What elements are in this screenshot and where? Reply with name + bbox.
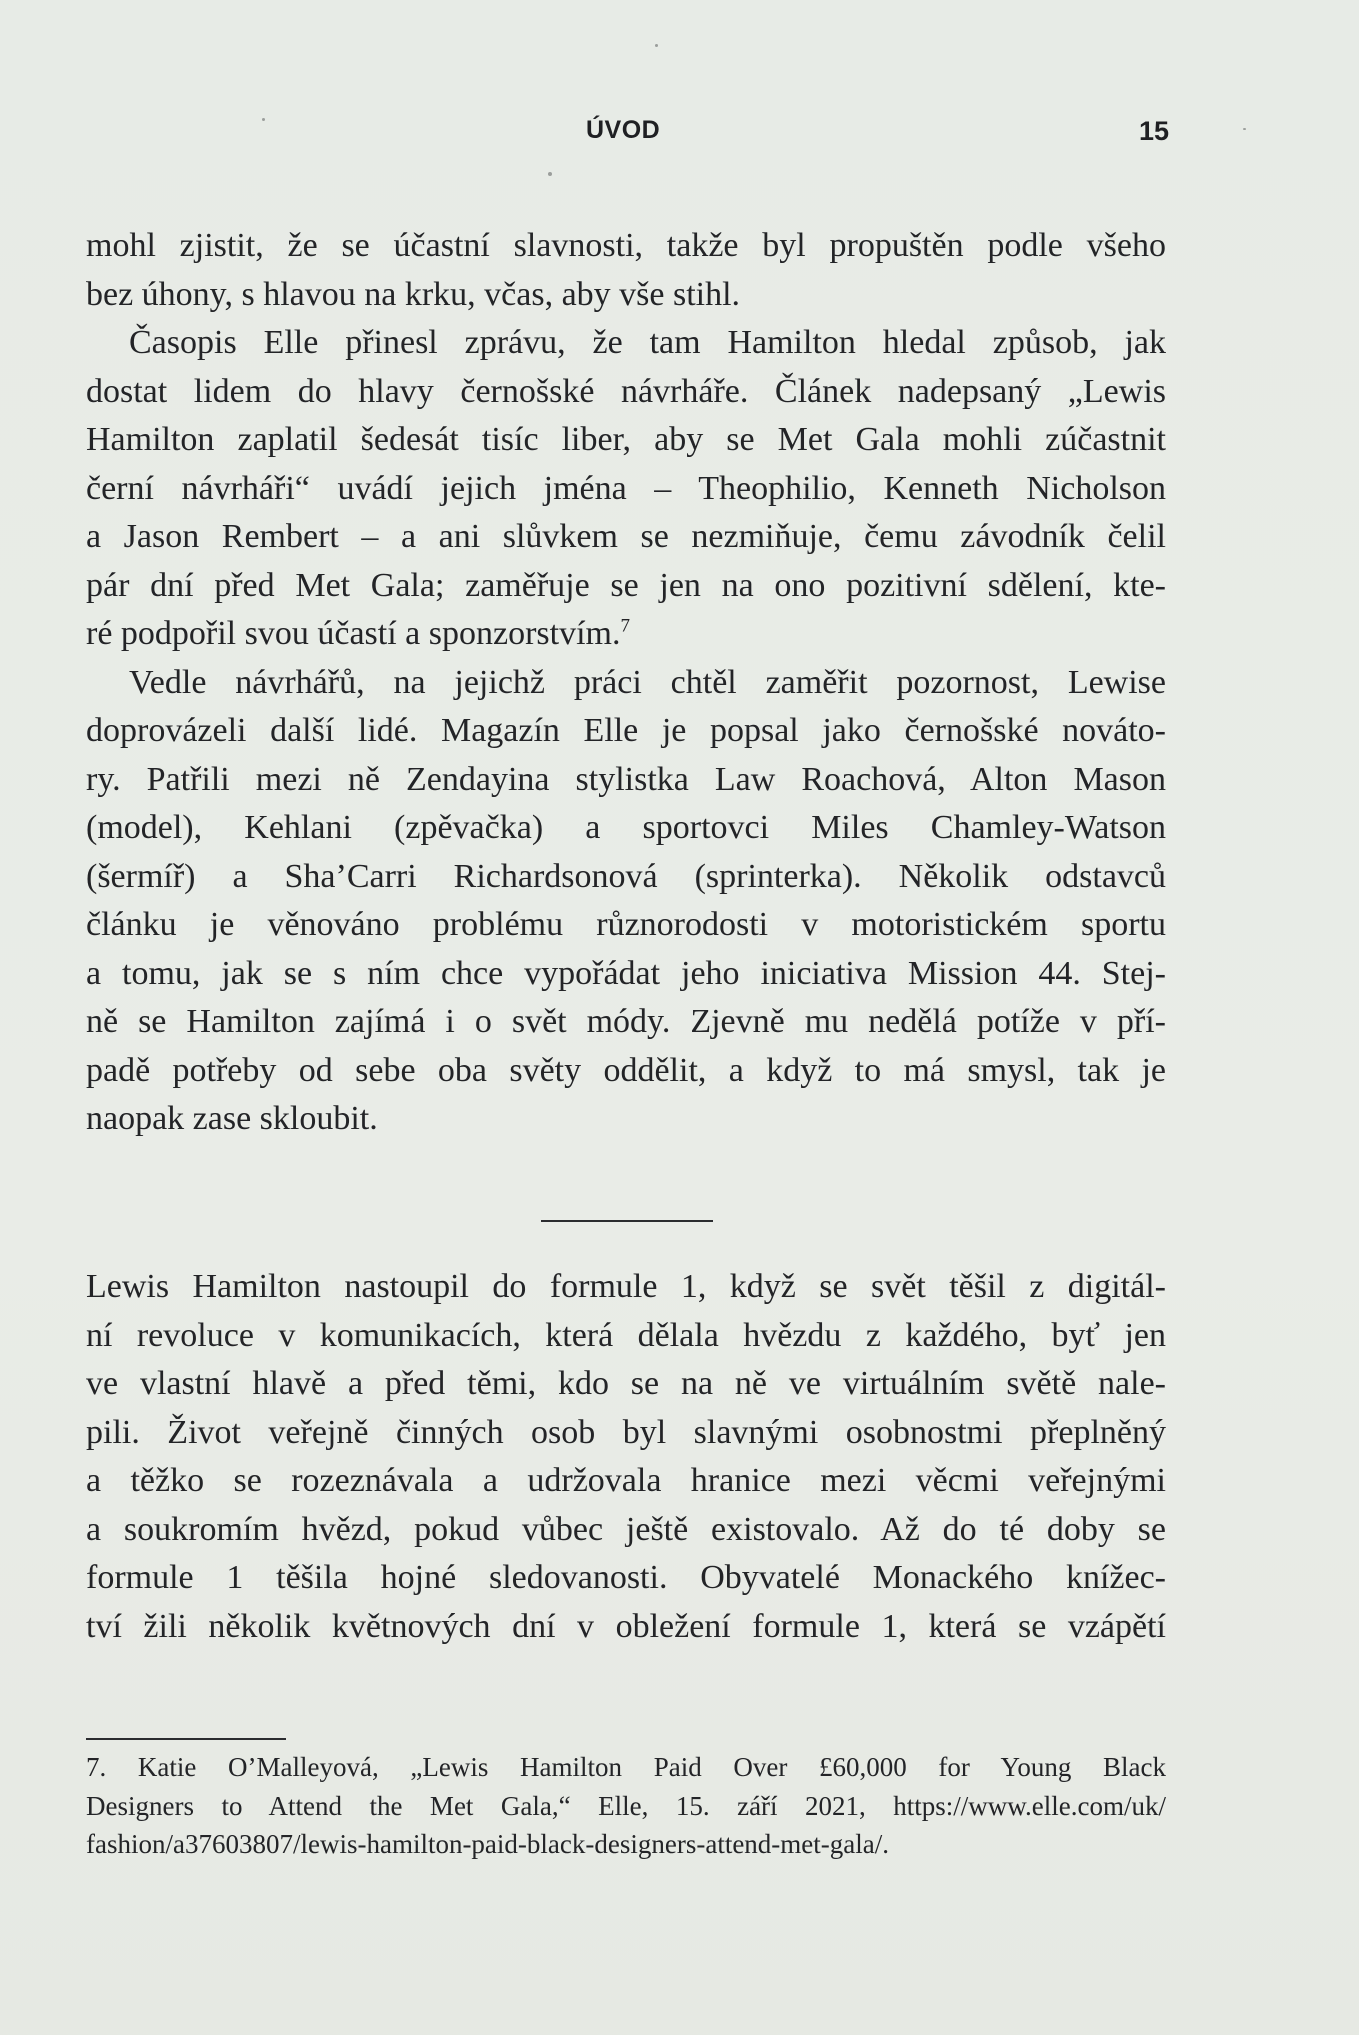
text-line: (šermíř) a Sha’Carri Richardsonová (sprinterka). Několik odstavců xyxy=(86,857,1166,895)
text-line: a těžko se rozeznávala a udržovala hranice mezi věcmi veřejnými xyxy=(86,1462,1166,1499)
text-line: a Jason Rembert – a ani slůvkem se nezmiňuje, čemu závodník čelil xyxy=(86,518,1166,555)
footnote-line: 7. Katie O’Malleyová, „Lewis Hamilton Paid Over £60,000 for Young Black xyxy=(86,1752,1166,1782)
text-line: Lewis Hamilton nastoupil do formule 1, když se svět těšil z digitál- xyxy=(86,1268,1166,1305)
footnote-divider xyxy=(86,1738,286,1740)
text-line: mohl zjistit, že se účastní slavnosti, takže byl propuštěn podle všeho xyxy=(86,227,1166,264)
paragraph-first-line: Vedle návrhářů, na jejichž práci chtěl zaměřit pozornost, Lewise xyxy=(129,663,1166,701)
paragraph-first-line: Časopis Elle přinesl zprávu, že tam Hamilton hledal způsob, jak xyxy=(129,324,1166,361)
text-line: článku je věnováno problému různorodosti v motoristickém sportu xyxy=(86,906,1166,943)
text-line: ní revoluce v komunikacích, která dělala hvězdu z každého, byť jen xyxy=(86,1316,1166,1354)
text-line: naopak zase skloubit. xyxy=(86,1100,378,1137)
paper-speck xyxy=(548,172,552,176)
text-line: dostat lidem do hlavy černošské návrháře. Článek nadepsaný „Lewis xyxy=(86,372,1166,410)
text-line: a tomu, jak se s ním chce vypořádat jeho iniciativa Mission 44. Stej- xyxy=(86,954,1166,992)
text-line: pár dní před Met Gala; zaměřuje se jen na ono pozitivní sdělení, kte- xyxy=(86,566,1166,604)
paper-speck xyxy=(655,44,658,47)
text-line: ry. Patřili mezi ně Zendayina stylistka Law Roachová, Alton Mason xyxy=(86,760,1166,798)
footnote-reference: 7 xyxy=(620,615,630,637)
page-number: 15 xyxy=(1139,116,1170,146)
text-line: padě potřeby od sebe oba světy oddělit, a když to má smysl, tak je xyxy=(86,1051,1166,1089)
text-line-with-note xyxy=(86,610,1166,659)
footnote-line: fashion/a37603807/lewis-hamilton-paid-black-designers-attend-met-gala/. xyxy=(86,1829,889,1859)
body-text-section-a xyxy=(86,222,1166,1144)
text-line: ně se Hamilton zajímá i o svět módy. Zjevně mu nedělá potíže v pří- xyxy=(86,1003,1166,1040)
text-line: Hamilton zaplatil šedesát tisíc liber, aby se Met Gala mohli zúčastnit xyxy=(86,421,1166,458)
section-divider xyxy=(541,1220,713,1222)
text-line: a soukromím hvězd, pokud vůbec ještě existovalo. Až do té doby se xyxy=(86,1510,1166,1548)
text-line: ré podpořil svou účastí a sponzorstvím. xyxy=(86,615,621,652)
text-line: pili. Život veřejně činných osob byl slavnými osobnostmi přeplněný xyxy=(86,1413,1166,1451)
footnote-line: Designers to Attend the Met Gala,“ Elle, 15. září 2021, https://www.elle.com/uk/ xyxy=(86,1790,1166,1821)
text-line: doprovázeli další lidé. Magazín Elle je popsal jako černošské nováto- xyxy=(86,712,1166,749)
text-line: bez úhony, s hlavou na krku, včas, aby vše stihl. xyxy=(86,275,741,313)
running-head: ÚVOD xyxy=(586,116,661,144)
footnotes xyxy=(86,1748,1166,1864)
text-line: (model), Kehlani (zpěvačka) a sportovci Miles Chamley-Watson xyxy=(86,809,1166,846)
text-line: formule 1 těšila hojné sledovanosti. Obyvatelé Monackého knížec- xyxy=(86,1559,1166,1596)
text-line: černí návrháři“ uvádí jejich jména – Theophilio, Kenneth Nicholson xyxy=(86,469,1166,507)
paper-speck xyxy=(1243,128,1246,130)
text-line: tví žili několik květnových dní v obležení formule 1, která se vzápětí xyxy=(86,1607,1166,1645)
body-text-section-b xyxy=(86,1263,1166,1651)
paper-speck xyxy=(262,118,265,121)
text-line: ve vlastní hlavě a před těmi, kdo se na ně ve virtuálním světě nale- xyxy=(86,1365,1166,1402)
